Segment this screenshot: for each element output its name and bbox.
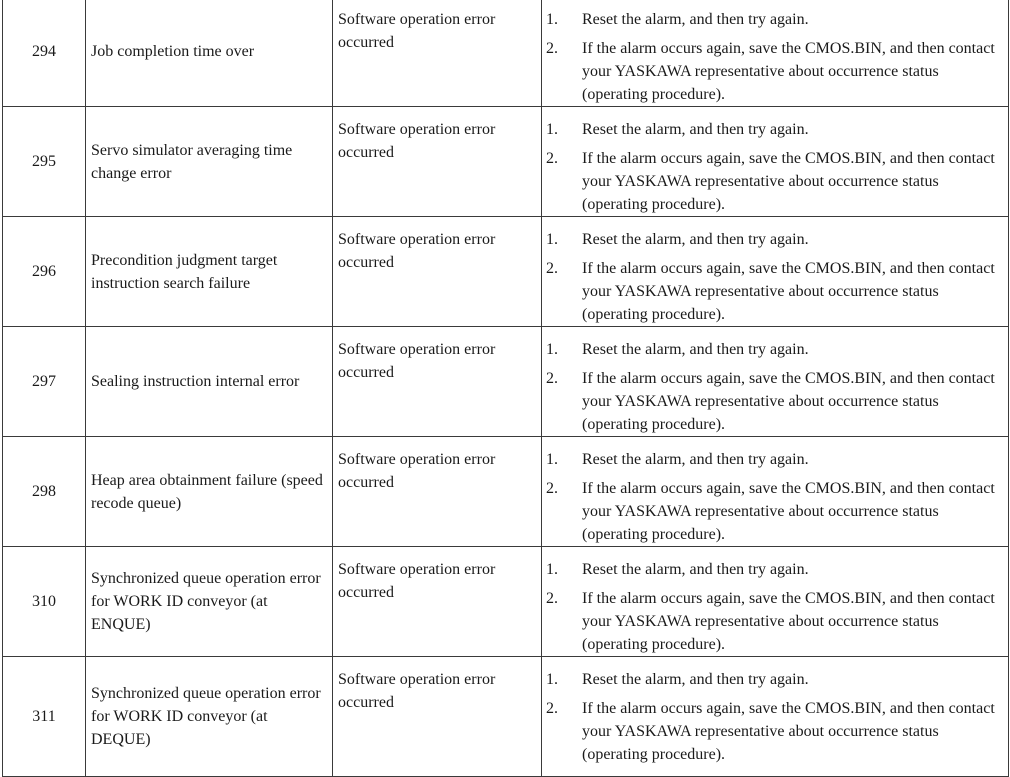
alarm-remedy: [542, 0, 1009, 107]
step-text: Reset the alarm, and then try again.: [582, 671, 809, 688]
table-row: [3, 0, 1009, 107]
step-number: 1.: [546, 671, 558, 688]
step-number: 2.: [546, 480, 558, 497]
step-text: Reset the alarm, and then try again.: [582, 451, 809, 468]
step-text: Reset the alarm, and then try again.: [582, 341, 809, 358]
alarm-remedy: [542, 217, 1009, 327]
alarm-name: Synchronized queue operation error for WORK ID conveyor (at DEQUE): [86, 657, 333, 777]
alarm-cause: Software operation error occurred: [333, 217, 542, 327]
table-row: [3, 327, 1009, 437]
alarm-code: 310: [3, 547, 86, 657]
alarm-remedy: [542, 547, 1009, 657]
alarm-code: 298: [3, 437, 86, 547]
step-text: If the alarm occurs again, save the CMOS.BIN, and then contact your YASKAWA representative about occurrence status (operating procedure).: [582, 370, 995, 433]
step-number: 1.: [546, 561, 558, 578]
step-number: 1.: [546, 451, 558, 468]
alarm-remedy: [542, 327, 1009, 437]
alarm-code: 294: [3, 0, 86, 107]
remedy-step: [546, 558, 1000, 581]
remedy-step: [546, 668, 1000, 691]
step-number: 1.: [546, 11, 558, 28]
alarm-cause: Software operation error occurred: [333, 107, 542, 217]
table-row: [3, 657, 1009, 777]
remedy-step: [546, 147, 1000, 216]
alarm-code: 311: [3, 657, 86, 777]
step-number: 2.: [546, 150, 558, 167]
remedy-step: [546, 228, 1000, 251]
step-number: 1.: [546, 341, 558, 358]
remedy-step: [546, 8, 1000, 31]
alarm-code: 295: [3, 107, 86, 217]
step-text: Reset the alarm, and then try again.: [582, 231, 809, 248]
step-text: If the alarm occurs again, save the CMOS.BIN, and then contact your YASKAWA representative about occurrence status (operating procedure).: [582, 590, 995, 653]
remedy-step: [546, 37, 1000, 106]
alarm-code: 296: [3, 217, 86, 327]
alarm-name: Job completion time over: [86, 0, 333, 107]
step-text: Reset the alarm, and then try again.: [582, 121, 809, 138]
alarm-table-body: [3, 0, 1009, 777]
alarm-cause: Software operation error occurred: [333, 657, 542, 777]
step-text: Reset the alarm, and then try again.: [582, 561, 809, 578]
step-text: If the alarm occurs again, save the CMOS.BIN, and then contact your YASKAWA representative about occurrence status (operating procedure).: [582, 700, 995, 763]
step-text: Reset the alarm, and then try again.: [582, 11, 809, 28]
step-number: 2.: [546, 260, 558, 277]
remedy-step: [546, 338, 1000, 361]
alarm-remedy: [542, 437, 1009, 547]
table-row: [3, 217, 1009, 327]
remedy-step: [546, 367, 1000, 436]
remedy-step: [546, 448, 1000, 471]
alarm-name: Heap area obtainment failure (speed recode queue): [86, 437, 333, 547]
alarm-name: Synchronized queue operation error for WORK ID conveyor (at ENQUE): [86, 547, 333, 657]
table-row: [3, 107, 1009, 217]
step-number: 2.: [546, 590, 558, 607]
step-text: If the alarm occurs again, save the CMOS.BIN, and then contact your YASKAWA representative about occurrence status (operating procedure).: [582, 150, 995, 213]
table-row: [3, 547, 1009, 657]
alarm-cause: Software operation error occurred: [333, 327, 542, 437]
step-text: If the alarm occurs again, save the CMOS.BIN, and then contact your YASKAWA representative about occurrence status (operating procedure).: [582, 40, 995, 103]
remedy-step: [546, 477, 1000, 546]
step-number: 2.: [546, 700, 558, 717]
alarm-remedy: [542, 107, 1009, 217]
step-number: 2.: [546, 40, 558, 57]
alarm-table: [2, 0, 1009, 777]
alarm-cause: Software operation error occurred: [333, 0, 542, 107]
alarm-remedy: [542, 657, 1009, 777]
remedy-step: [546, 697, 1000, 766]
remedy-step: [546, 587, 1000, 656]
step-number: 2.: [546, 370, 558, 387]
alarm-name: Servo simulator averaging time change error: [86, 107, 333, 217]
remedy-step: [546, 118, 1000, 141]
alarm-code: 297: [3, 327, 86, 437]
step-number: 1.: [546, 231, 558, 248]
alarm-cause: Software operation error occurred: [333, 547, 542, 657]
table-row: [3, 437, 1009, 547]
alarm-cause: Software operation error occurred: [333, 437, 542, 547]
remedy-step: [546, 257, 1000, 326]
step-number: 1.: [546, 121, 558, 138]
alarm-name: Sealing instruction internal error: [86, 327, 333, 437]
alarm-name: Precondition judgment target instruction search failure: [86, 217, 333, 327]
step-text: If the alarm occurs again, save the CMOS.BIN, and then contact your YASKAWA representative about occurrence status (operating procedure).: [582, 260, 995, 323]
step-text: If the alarm occurs again, save the CMOS.BIN, and then contact your YASKAWA representative about occurrence status (operating procedure).: [582, 480, 995, 543]
